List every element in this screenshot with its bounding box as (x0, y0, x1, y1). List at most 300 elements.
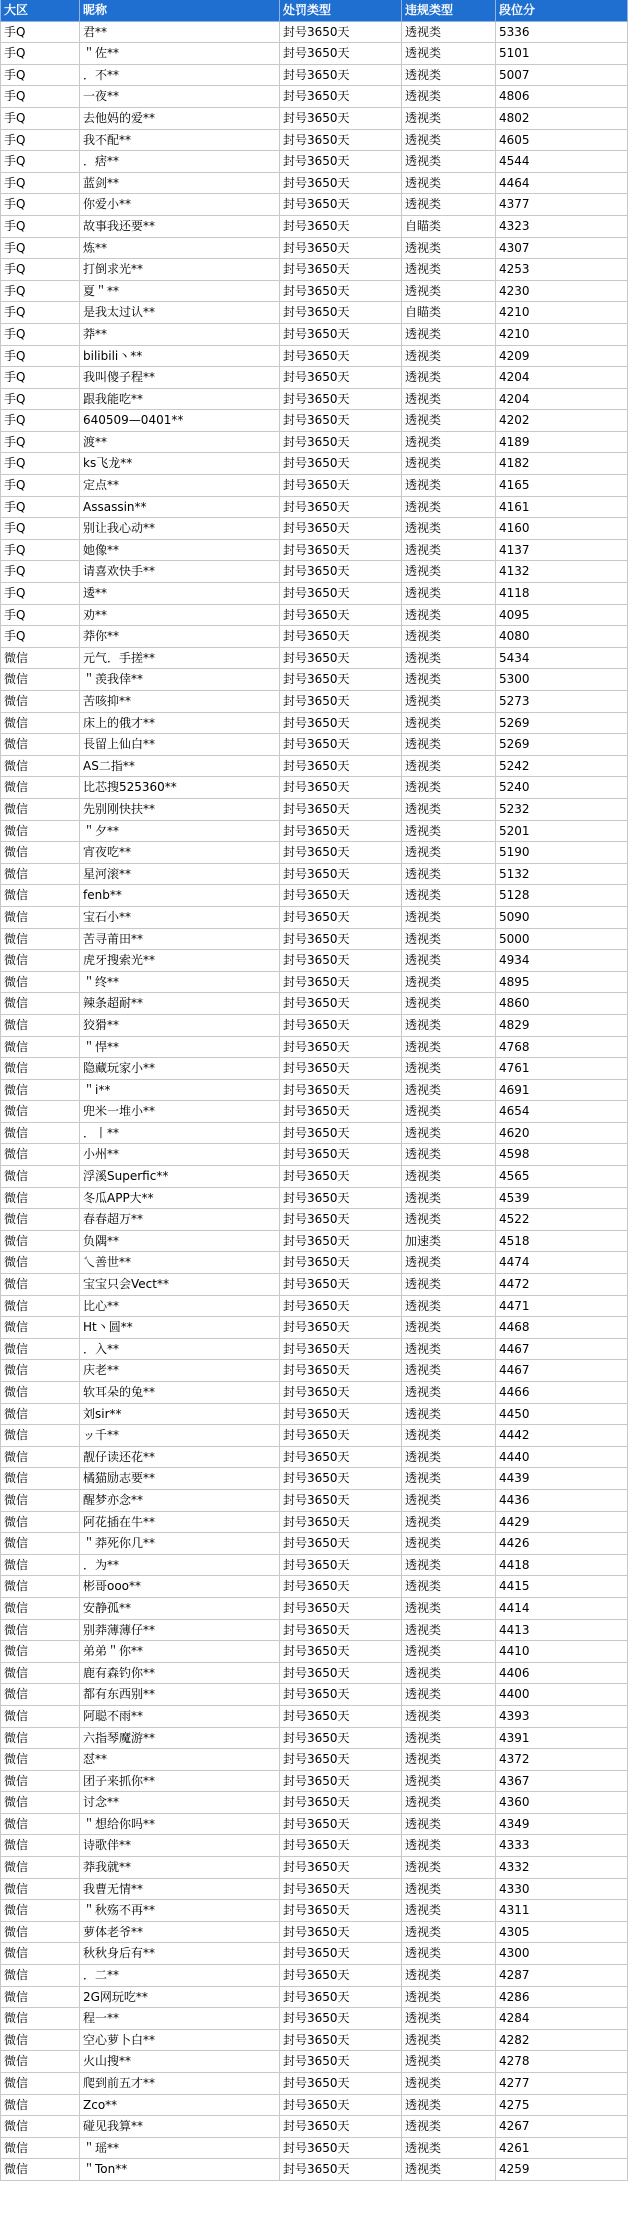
cell-rank-score: 4474 (496, 1252, 628, 1273)
cell-rank-score: 4275 (496, 2095, 628, 2116)
cell-rank-score: 5007 (496, 65, 628, 86)
cell-nickname: 打倒求光** (80, 259, 280, 280)
cell-region: 手Q (0, 259, 80, 280)
cell-violation: 透视类 (402, 1749, 496, 1770)
cell-region: 微信 (0, 1382, 80, 1403)
table-row (0, 2138, 628, 2160)
cell-nickname: 狡猾** (80, 1015, 280, 1036)
table-row (0, 821, 628, 843)
cell-rank-score: 4450 (496, 1404, 628, 1425)
cell-region: 微信 (0, 1792, 80, 1813)
cell-violation: 透视类 (402, 907, 496, 928)
table-row (0, 1296, 628, 1318)
cell-region: 微信 (0, 2030, 80, 2051)
cell-rank-score: 4282 (496, 2030, 628, 2051)
cell-rank-score: 4768 (496, 1037, 628, 1058)
cell-nickname: 炼** (80, 238, 280, 259)
cell-rank-score: 4806 (496, 86, 628, 107)
cell-penalty: 封号3650天 (280, 842, 402, 863)
cell-violation: 透视类 (402, 950, 496, 971)
table-row (0, 1231, 628, 1253)
cell-nickname: ＂瑶** (80, 2138, 280, 2159)
table-row (0, 1879, 628, 1901)
cell-violation: 透视类 (402, 173, 496, 194)
cell-violation: 透视类 (402, 1404, 496, 1425)
cell-penalty: 封号3650天 (280, 1144, 402, 1165)
cell-region: 手Q (0, 151, 80, 172)
cell-region: 微信 (0, 885, 80, 906)
cell-violation: 透视类 (402, 626, 496, 647)
cell-region: 手Q (0, 626, 80, 647)
cell-penalty: 封号3650天 (280, 1425, 402, 1446)
cell-violation: 透视类 (402, 1922, 496, 1943)
table-row (0, 1123, 628, 1145)
cell-nickname: ＂Ton** (80, 2159, 280, 2180)
cell-rank-score: 4522 (496, 1209, 628, 1230)
cell-penalty: 封号3650天 (280, 1231, 402, 1252)
table-row (0, 216, 628, 238)
cell-rank-score: 4598 (496, 1144, 628, 1165)
cell-penalty: 封号3650天 (280, 1209, 402, 1230)
cell-violation: 透视类 (402, 108, 496, 129)
cell-region: 微信 (0, 1663, 80, 1684)
cell-nickname: 去他妈的爱** (80, 108, 280, 129)
table-row (0, 453, 628, 475)
table-row (0, 1058, 628, 1080)
table-row (0, 367, 628, 389)
cell-region: 微信 (0, 993, 80, 1014)
cell-penalty: 封号3650天 (280, 1404, 402, 1425)
table-row (0, 2008, 628, 2030)
cell-rank-score: 5242 (496, 756, 628, 777)
cell-nickname: 辣条超耐** (80, 993, 280, 1014)
table-row (0, 993, 628, 1015)
table-row (0, 389, 628, 411)
cell-rank-score: 4204 (496, 367, 628, 388)
cell-violation: 透视类 (402, 605, 496, 626)
cell-rank-score: 4518 (496, 1231, 628, 1252)
table-row (0, 497, 628, 519)
table-row (0, 259, 628, 281)
cell-penalty: 封号3650天 (280, 1037, 402, 1058)
cell-nickname: 隐藏玩家小** (80, 1058, 280, 1079)
cell-rank-score: 5101 (496, 43, 628, 64)
cell-nickname: 秋秋身后有** (80, 1943, 280, 1964)
cell-nickname: 虎牙搜索光** (80, 950, 280, 971)
cell-violation: 透视类 (402, 43, 496, 64)
cell-penalty: 封号3650天 (280, 1296, 402, 1317)
cell-region: 微信 (0, 1123, 80, 1144)
table-row (0, 907, 628, 929)
cell-region: 手Q (0, 324, 80, 345)
cell-nickname: 浮溪Superfic** (80, 1166, 280, 1187)
cell-rank-score: 4565 (496, 1166, 628, 1187)
table-row (0, 561, 628, 583)
cell-nickname: 请喜欢快手** (80, 561, 280, 582)
table-row (0, 756, 628, 778)
cell-nickname: 软耳朵的兔** (80, 1382, 280, 1403)
cell-region: 手Q (0, 238, 80, 259)
cell-penalty: 封号3650天 (280, 324, 402, 345)
cell-violation: 透视类 (402, 1641, 496, 1662)
table-header (0, 0, 628, 22)
table-row (0, 1641, 628, 1663)
cell-region: 手Q (0, 281, 80, 302)
cell-penalty: 封号3650天 (280, 993, 402, 1014)
cell-region: 手Q (0, 43, 80, 64)
cell-penalty: 封号3650天 (280, 1166, 402, 1187)
header-region: 大区 (0, 0, 80, 21)
cell-violation: 透视类 (402, 475, 496, 496)
cell-penalty: 封号3650天 (280, 1879, 402, 1900)
cell-penalty: 封号3650天 (280, 669, 402, 690)
cell-nickname: 莽你** (80, 626, 280, 647)
cell-region: 手Q (0, 540, 80, 561)
cell-region: 微信 (0, 1555, 80, 1576)
cell-nickname: ＂悍** (80, 1037, 280, 1058)
cell-penalty: 封号3650天 (280, 194, 402, 215)
table-row (0, 1468, 628, 1490)
table-row (0, 929, 628, 951)
table-row (0, 1533, 628, 1555)
cell-rank-score: 4466 (496, 1382, 628, 1403)
cell-region: 微信 (0, 713, 80, 734)
cell-nickname: 靓仔读还花** (80, 1447, 280, 1468)
cell-penalty: 封号3650天 (280, 259, 402, 280)
cell-region: 微信 (0, 1080, 80, 1101)
cell-penalty: 封号3650天 (280, 734, 402, 755)
cell-rank-score: 4414 (496, 1598, 628, 1619)
cell-region: 手Q (0, 518, 80, 539)
cell-penalty: 封号3650天 (280, 389, 402, 410)
cell-rank-score: 4132 (496, 561, 628, 582)
cell-region: 微信 (0, 1360, 80, 1381)
table-row (0, 777, 628, 799)
cell-rank-score: 4415 (496, 1576, 628, 1597)
table-body (0, 22, 628, 2181)
cell-penalty: 封号3650天 (280, 1792, 402, 1813)
table-row (0, 518, 628, 540)
table-row (0, 238, 628, 260)
cell-penalty: 封号3650天 (280, 453, 402, 474)
cell-region: 微信 (0, 1965, 80, 1986)
cell-rank-score: 4161 (496, 497, 628, 518)
table-row (0, 1447, 628, 1469)
table-row (0, 1166, 628, 1188)
cell-rank-score: 4539 (496, 1188, 628, 1209)
table-row (0, 1857, 628, 1879)
cell-penalty: 封号3650天 (280, 1382, 402, 1403)
cell-penalty: 封号3650天 (280, 108, 402, 129)
cell-region: 微信 (0, 1166, 80, 1187)
cell-region: 微信 (0, 972, 80, 993)
cell-nickname: 宝石小** (80, 907, 280, 928)
table-row (0, 1749, 628, 1771)
cell-violation: 透视类 (402, 1468, 496, 1489)
cell-nickname: 宝宝只会Vect** (80, 1274, 280, 1295)
cell-rank-score: 4305 (496, 1922, 628, 1943)
cell-violation: 透视类 (402, 1533, 496, 1554)
cell-penalty: 封号3650天 (280, 1252, 402, 1273)
cell-region: 手Q (0, 367, 80, 388)
table-row (0, 1015, 628, 1037)
cell-violation: 透视类 (402, 1209, 496, 1230)
cell-region: 微信 (0, 1987, 80, 2008)
table-row (0, 432, 628, 454)
cell-violation: 透视类 (402, 2008, 496, 2029)
cell-violation: 透视类 (402, 1360, 496, 1381)
cell-region: 手Q (0, 86, 80, 107)
cell-nickname: 团子来抓你** (80, 1771, 280, 1792)
cell-rank-score: 4802 (496, 108, 628, 129)
cell-rank-score: 4307 (496, 238, 628, 259)
cell-violation: 透视类 (402, 1296, 496, 1317)
cell-rank-score: 4829 (496, 1015, 628, 1036)
cell-penalty: 封号3650天 (280, 2008, 402, 2029)
cell-rank-score: 4323 (496, 216, 628, 237)
cell-region: 微信 (0, 777, 80, 798)
cell-penalty: 封号3650天 (280, 497, 402, 518)
cell-nickname: 阿聪不雨** (80, 1706, 280, 1727)
cell-penalty: 封号3650天 (280, 864, 402, 885)
cell-rank-score: 4429 (496, 1512, 628, 1533)
table-row (0, 972, 628, 994)
cell-penalty: 封号3650天 (280, 1728, 402, 1749)
cell-violation: 透视类 (402, 1015, 496, 1036)
table-row (0, 1209, 628, 1231)
cell-rank-score: 5269 (496, 713, 628, 734)
cell-violation: 透视类 (402, 885, 496, 906)
cell-violation: 透视类 (402, 1274, 496, 1295)
cell-violation: 透视类 (402, 389, 496, 410)
cell-penalty: 封号3650天 (280, 561, 402, 582)
cell-penalty: 封号3650天 (280, 777, 402, 798)
cell-region: 微信 (0, 1684, 80, 1705)
cell-region: 微信 (0, 1015, 80, 1036)
cell-region: 微信 (0, 1576, 80, 1597)
cell-nickname: 定点** (80, 475, 280, 496)
cell-penalty: 封号3650天 (280, 216, 402, 237)
cell-region: 手Q (0, 65, 80, 86)
cell-violation: 透视类 (402, 821, 496, 842)
cell-region: 微信 (0, 1620, 80, 1641)
cell-violation: 透视类 (402, 130, 496, 151)
cell-violation: 透视类 (402, 1490, 496, 1511)
cell-violation: 自瞄类 (402, 302, 496, 323)
cell-nickname: 比芯搜525360** (80, 777, 280, 798)
cell-region: 微信 (0, 691, 80, 712)
table-row (0, 2051, 628, 2073)
cell-violation: 透视类 (402, 518, 496, 539)
cell-penalty: 封号3650天 (280, 1317, 402, 1338)
cell-nickname: 床上的俄才** (80, 713, 280, 734)
table-row (0, 475, 628, 497)
cell-violation: 透视类 (402, 151, 496, 172)
cell-region: 微信 (0, 1512, 80, 1533)
cell-rank-score: 4860 (496, 993, 628, 1014)
cell-violation: 透视类 (402, 194, 496, 215)
cell-nickname: 别莽薄薄仔** (80, 1620, 280, 1641)
cell-nickname: AS二指** (80, 756, 280, 777)
cell-region: 微信 (0, 1533, 80, 1554)
cell-nickname: 渡** (80, 432, 280, 453)
cell-violation: 自瞄类 (402, 216, 496, 237)
cell-penalty: 封号3650天 (280, 22, 402, 43)
table-row (0, 1576, 628, 1598)
cell-penalty: 封号3650天 (280, 1857, 402, 1878)
cell-nickname: 元气．手搓** (80, 648, 280, 669)
cell-rank-score: 5434 (496, 648, 628, 669)
cell-violation: 透视类 (402, 713, 496, 734)
cell-violation: 透视类 (402, 1166, 496, 1187)
cell-region: 手Q (0, 108, 80, 129)
table-row (0, 130, 628, 152)
cell-penalty: 封号3650天 (280, 799, 402, 820)
cell-region: 微信 (0, 1404, 80, 1425)
cell-rank-score: 4439 (496, 1468, 628, 1489)
cell-region: 微信 (0, 1922, 80, 1943)
cell-rank-score: 4210 (496, 302, 628, 323)
cell-nickname: fenb** (80, 885, 280, 906)
cell-region: 微信 (0, 1728, 80, 1749)
table-row (0, 1706, 628, 1728)
cell-penalty: 封号3650天 (280, 2159, 402, 2180)
table-row (0, 1101, 628, 1123)
table-row (0, 1792, 628, 1814)
table-row (0, 1663, 628, 1685)
table-row (0, 1512, 628, 1534)
cell-region: 微信 (0, 799, 80, 820)
cell-rank-score: 4333 (496, 1835, 628, 1856)
cell-nickname: 讨念** (80, 1792, 280, 1813)
cell-violation: 透视类 (402, 1382, 496, 1403)
cell-nickname: 君** (80, 22, 280, 43)
cell-nickname: 阿花插在牛** (80, 1512, 280, 1533)
cell-penalty: 封号3650天 (280, 1706, 402, 1727)
cell-violation: 透视类 (402, 367, 496, 388)
table-row (0, 346, 628, 368)
table-row (0, 864, 628, 886)
cell-violation: 透视类 (402, 497, 496, 518)
cell-nickname: 是我太过认** (80, 302, 280, 323)
cell-nickname: 苦寻莆田** (80, 929, 280, 950)
cell-region: 微信 (0, 2073, 80, 2094)
cell-rank-score: 4259 (496, 2159, 628, 2180)
cell-rank-score: 4895 (496, 972, 628, 993)
cell-region: 微信 (0, 669, 80, 690)
table-row (0, 324, 628, 346)
cell-region: 微信 (0, 1058, 80, 1079)
cell-violation: 透视类 (402, 2030, 496, 2051)
cell-nickname: ．丨** (80, 1123, 280, 1144)
header-penalty: 处罚类型 (280, 0, 402, 21)
cell-penalty: 封号3650天 (280, 1058, 402, 1079)
cell-rank-score: 4393 (496, 1706, 628, 1727)
cell-penalty: 封号3650天 (280, 1123, 402, 1144)
cell-penalty: 封号3650天 (280, 302, 402, 323)
cell-nickname: ．不** (80, 65, 280, 86)
cell-penalty: 封号3650天 (280, 1598, 402, 1619)
cell-violation: 透视类 (402, 1943, 496, 1964)
cell-region: 手Q (0, 22, 80, 43)
cell-violation: 透视类 (402, 259, 496, 280)
cell-region: 微信 (0, 756, 80, 777)
cell-violation: 透视类 (402, 2095, 496, 2116)
cell-violation: 透视类 (402, 1576, 496, 1597)
table-row (0, 1965, 628, 1987)
cell-region: 微信 (0, 2008, 80, 2029)
cell-region: 微信 (0, 1252, 80, 1273)
cell-region: 微信 (0, 842, 80, 863)
cell-rank-score: 4204 (496, 389, 628, 410)
cell-penalty: 封号3650天 (280, 1080, 402, 1101)
cell-nickname: 萝体老爷** (80, 1922, 280, 1943)
cell-violation: 透视类 (402, 972, 496, 993)
cell-penalty: 封号3650天 (280, 1835, 402, 1856)
cell-violation: 透视类 (402, 561, 496, 582)
cell-region: 手Q (0, 583, 80, 604)
cell-region: 微信 (0, 2138, 80, 2159)
cell-violation: 透视类 (402, 2116, 496, 2137)
cell-violation: 透视类 (402, 1814, 496, 1835)
table-row (0, 626, 628, 648)
cell-rank-score: 4300 (496, 1943, 628, 1964)
cell-region: 手Q (0, 410, 80, 431)
cell-region: 手Q (0, 453, 80, 474)
cell-region: 微信 (0, 2051, 80, 2072)
cell-region: 微信 (0, 1317, 80, 1338)
table-row (0, 2030, 628, 2052)
cell-nickname: 别让我心动** (80, 518, 280, 539)
table-row (0, 1922, 628, 1944)
cell-region: 微信 (0, 1771, 80, 1792)
cell-nickname: Assassin** (80, 497, 280, 518)
cell-region: 微信 (0, 1339, 80, 1360)
cell-nickname: 冬瓜APP大** (80, 1188, 280, 1209)
table-row (0, 1252, 628, 1274)
table-row (0, 799, 628, 821)
cell-rank-score: 4442 (496, 1425, 628, 1446)
cell-rank-score: 4654 (496, 1101, 628, 1122)
cell-violation: 透视类 (402, 2138, 496, 2159)
table-row (0, 108, 628, 130)
cell-penalty: 封号3650天 (280, 1749, 402, 1770)
cell-penalty: 封号3650天 (280, 1555, 402, 1576)
cell-violation: 透视类 (402, 1987, 496, 2008)
cell-violation: 透视类 (402, 2159, 496, 2180)
cell-penalty: 封号3650天 (280, 1274, 402, 1295)
cell-region: 微信 (0, 929, 80, 950)
cell-violation: 透视类 (402, 1792, 496, 1813)
cell-region: 手Q (0, 194, 80, 215)
cell-rank-score: 5190 (496, 842, 628, 863)
table-row (0, 540, 628, 562)
cell-penalty: 封号3650天 (280, 1771, 402, 1792)
cell-penalty: 封号3650天 (280, 929, 402, 950)
cell-nickname: ＂佐** (80, 43, 280, 64)
cell-rank-score: 5090 (496, 907, 628, 928)
cell-rank-score: 4311 (496, 1900, 628, 1921)
cell-penalty: 封号3650天 (280, 2030, 402, 2051)
cell-rank-score: 4277 (496, 2073, 628, 2094)
cell-rank-score: 5000 (496, 929, 628, 950)
cell-region: 微信 (0, 2095, 80, 2116)
cell-nickname: ＂终** (80, 972, 280, 993)
cell-rank-score: 4761 (496, 1058, 628, 1079)
cell-rank-score: 4413 (496, 1620, 628, 1641)
table-row (0, 1771, 628, 1793)
table-row (0, 1144, 628, 1166)
